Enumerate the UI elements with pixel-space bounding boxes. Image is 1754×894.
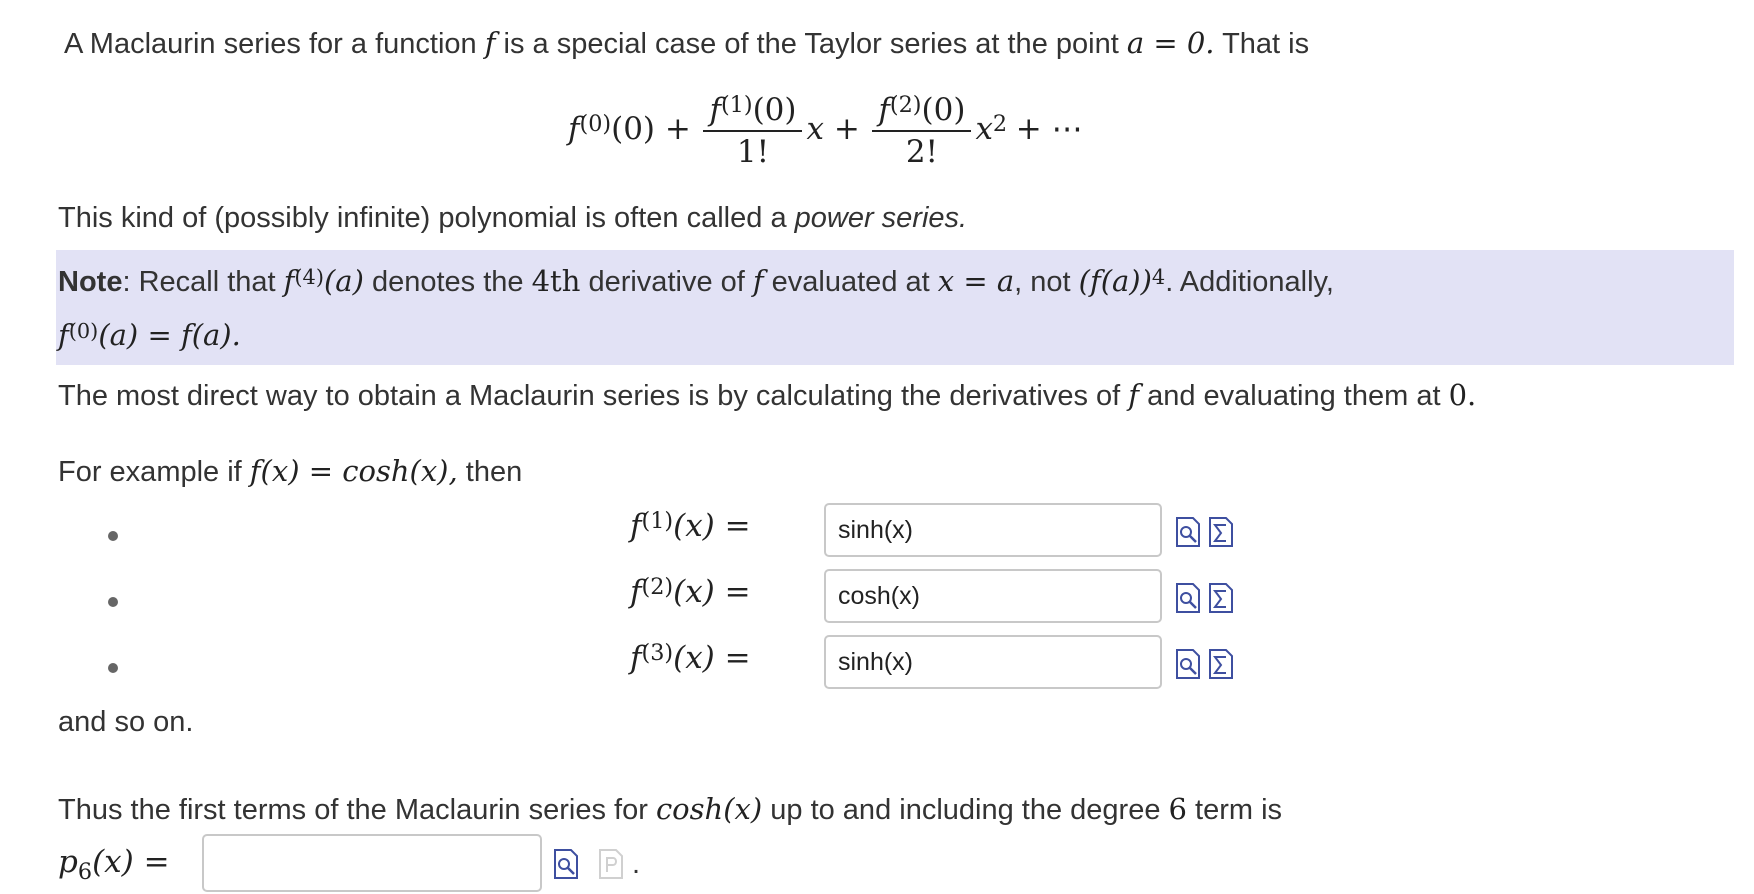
term2-f: f — [878, 92, 890, 128]
term0-f: f — [568, 111, 580, 148]
preview-icon[interactable] — [553, 848, 579, 880]
direct-and-eval: and evaluating them at — [1147, 380, 1441, 412]
term2-power: 2 — [992, 111, 1008, 138]
note-evaluated-at: evaluated at — [771, 266, 930, 298]
derivative-1-rest: (x) = — [673, 508, 751, 544]
intro-suffix: That is — [1222, 28, 1310, 60]
preview-icon[interactable] — [1175, 582, 1201, 614]
example-prefix: For example if — [58, 456, 242, 488]
direct-way-line — [58, 378, 1476, 413]
fraction-term1 — [703, 92, 802, 170]
power-series-term: power series. — [794, 202, 968, 234]
p6-period: . — [632, 848, 641, 880]
term2-arg: (0) — [921, 92, 966, 128]
intro-prefix: A Maclaurin series for a function — [64, 28, 477, 60]
maclaurin-series-formula — [568, 92, 1083, 170]
example-then: then — [465, 456, 523, 488]
derivative-2-order: (2) — [641, 574, 674, 601]
derivative-1-f: f — [630, 508, 642, 544]
thus-expression: cosh(x) — [655, 792, 763, 826]
direct-f: f — [1128, 378, 1140, 412]
p6-rest: (x) = — [92, 844, 170, 880]
note-x-equals-a: x = a — [937, 264, 1015, 298]
bullet-1 — [108, 531, 118, 541]
point-equation: a = 0. — [1126, 26, 1215, 60]
thus-text: Thus the first terms of the Maclaurin series for — [58, 794, 648, 826]
term1-f: f — [709, 92, 721, 128]
disabled-editor-icon — [598, 848, 624, 880]
note-f: f — [283, 264, 295, 298]
derivative-3-input[interactable]: sinh(x) — [824, 635, 1162, 689]
derivative-3-label — [630, 640, 751, 676]
p6-p: p — [58, 844, 78, 880]
note-not: , not — [1014, 266, 1071, 298]
derivative-2-rest: (x) = — [673, 574, 751, 610]
equation-editor-icon[interactable] — [1208, 516, 1234, 548]
derivative-2-label — [630, 574, 751, 610]
derivative-2-f: f — [630, 574, 642, 610]
note-arg: (a) — [323, 264, 364, 298]
term1-sup: (1) — [720, 92, 753, 119]
thus-line — [58, 792, 1282, 827]
term2-x: x — [975, 111, 993, 148]
series-tail: + ⋯ — [1015, 111, 1083, 148]
note-nth: 4th — [531, 264, 581, 298]
note-fa: (f(a)) — [1078, 264, 1152, 298]
note-line2-sup: (0) — [68, 318, 99, 343]
thus-term-is: term is — [1195, 794, 1283, 826]
intro-line — [64, 26, 1309, 61]
fraction-term2 — [872, 92, 971, 170]
bullet-2 — [108, 597, 118, 607]
note-sup: (4) — [294, 264, 324, 289]
and-so-on: and so on. — [58, 706, 194, 738]
equation-editor-icon[interactable] — [1208, 582, 1234, 614]
p6-subscript: 6 — [77, 859, 93, 886]
note-line2-f: f — [58, 318, 69, 352]
term1-after: x + — [806, 111, 860, 148]
direct-zero: 0. — [1448, 378, 1477, 412]
derivative-3-order: (3) — [641, 640, 674, 667]
note-derivative-of: derivative of — [588, 266, 745, 298]
derivative-1-input[interactable]: sinh(x) — [824, 503, 1162, 557]
function-symbol: f — [484, 26, 496, 60]
note-line-2 — [58, 318, 241, 353]
note-f2: f — [752, 264, 764, 298]
example-line — [58, 454, 522, 489]
thus-degree: 6 — [1168, 792, 1187, 826]
derivative-3-rest: (x) = — [673, 640, 751, 676]
direct-text: The most direct way to obtain a Maclaurin series is by calculating the derivatives of — [58, 380, 1121, 412]
derivative-2-input[interactable]: cosh(x) — [824, 569, 1162, 623]
preview-icon[interactable] — [1175, 516, 1201, 548]
bullet-3 — [108, 663, 118, 673]
derivative-3-f: f — [630, 640, 642, 676]
term1-denominator: 1! — [736, 134, 770, 170]
derivative-1-label — [630, 508, 751, 544]
term1-arg: (0) — [752, 92, 797, 128]
note-label: Note — [58, 266, 123, 298]
equation-editor-icon[interactable] — [1208, 648, 1234, 680]
thus-up-to: up to and including the degree — [770, 794, 1161, 826]
term0-arg: (0) + — [611, 111, 691, 148]
example-expression: f(x) = cosh(x), — [249, 454, 458, 488]
derivative-1-order: (1) — [641, 508, 674, 535]
term2-denominator: 2! — [905, 134, 939, 170]
term2-sup: (2) — [889, 92, 922, 119]
p6-input[interactable] — [202, 834, 542, 892]
preview-icon[interactable] — [1175, 648, 1201, 680]
power-series-line — [58, 202, 967, 235]
note-intro: : Recall that — [122, 266, 276, 298]
note-line-1 — [58, 264, 1334, 299]
p6-label — [58, 844, 170, 885]
power-series-text: This kind of (possibly infinite) polynomial is often called a — [58, 202, 787, 234]
term0-sup: (0) — [579, 111, 612, 138]
note-denotes: denotes the — [371, 266, 524, 298]
intro-middle: is a special case of the Taylor series at the point — [503, 28, 1119, 60]
note-line2-rest: (a) = f(a). — [98, 318, 241, 352]
note-additionally: . Additionally, — [1165, 266, 1334, 298]
note-fa-power: 4 — [1151, 264, 1166, 289]
